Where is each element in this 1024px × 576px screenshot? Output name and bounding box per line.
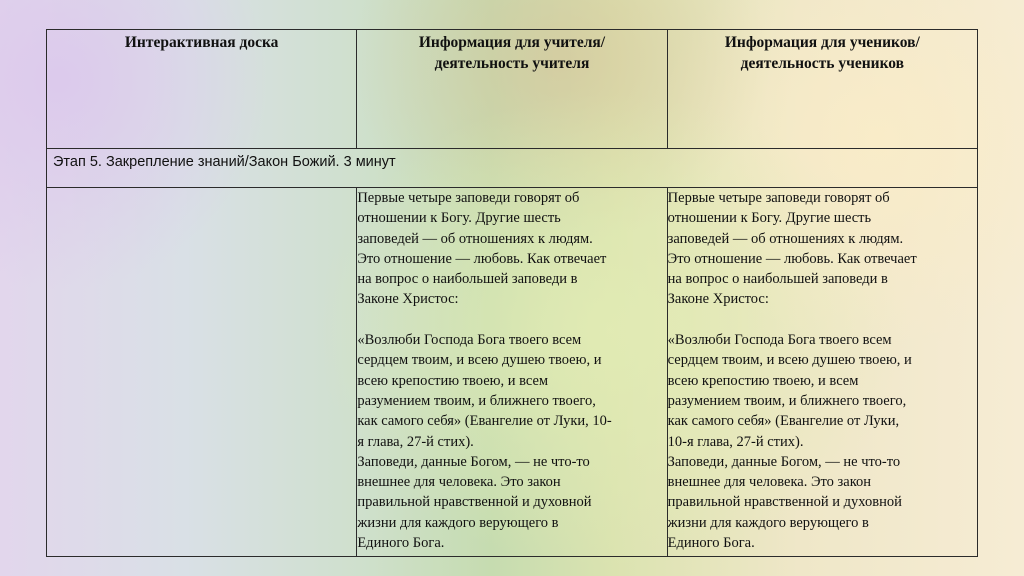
stage-cell xyxy=(47,149,978,188)
header-cell-students xyxy=(667,30,977,149)
teacher-content-cell xyxy=(357,188,667,557)
board-content-cell xyxy=(47,188,357,557)
header-teacher-line1: Информация для учителя/ xyxy=(418,34,606,51)
header-students-line1: Информация для учеников/ xyxy=(724,34,920,51)
stage-row xyxy=(47,149,978,188)
teacher-paragraph-1: Первые четыре заповеди говорят об отношении к Богу. Другие шесть заповедей — об отношениях к людям. Это отношение — любовь. Как отвечает на вопрос о наибольшей заповеди в Законе Христос: xyxy=(357,190,607,308)
stage-label: Этап 5. Закрепление знаний/Закон Божий. 3 минут xyxy=(53,154,396,170)
header-cell-teacher xyxy=(357,30,667,149)
header-teacher-line2: деятельность учителя xyxy=(434,55,590,72)
header-cell-board xyxy=(47,30,357,149)
content-row xyxy=(47,188,978,557)
header-board-label: Интерактивная доска xyxy=(124,34,279,51)
students-content-cell xyxy=(667,188,977,557)
header-row xyxy=(47,30,978,149)
students-paragraph-2: «Возлюби Господа Бога твоего всем сердцем твоим, и всею душею твоею, и всею крепостию твоею, и всем разумением твоим, и ближнего твоего, как самого себя» (Евангелие от Луки, 10-я глава, 27-й стих). Заповеди, данные Богом, — не что-то внешнее для человека. Это закон правильной нравственной и духовной жизни для каждого верующего в Единого Бога. xyxy=(667,332,912,552)
students-paragraph-1: Первые четыре заповеди говорят об отношении к Богу. Другие шесть заповедей — об отношениях к людям. Это отношение — любовь. Как отвечает на вопрос о наибольшей заповеди в Законе Христос: xyxy=(667,190,917,308)
lesson-table xyxy=(46,29,978,557)
teacher-paragraph-2: «Возлюби Господа Бога твоего всем сердцем твоим, и всею душею твоею, и всею крепостию твоею, и всем разумением твоим, и ближнего твоего, как самого себя» (Евангелие от Луки, 10- я глава, 27-й стих). Заповеди, данные Богом, — не что-то внешнее для человека. Это закон правильной нравственной и духовной жизни для каждого верующего в Единого Бога. xyxy=(357,332,612,552)
header-students-line2: деятельность учеников xyxy=(740,55,905,72)
